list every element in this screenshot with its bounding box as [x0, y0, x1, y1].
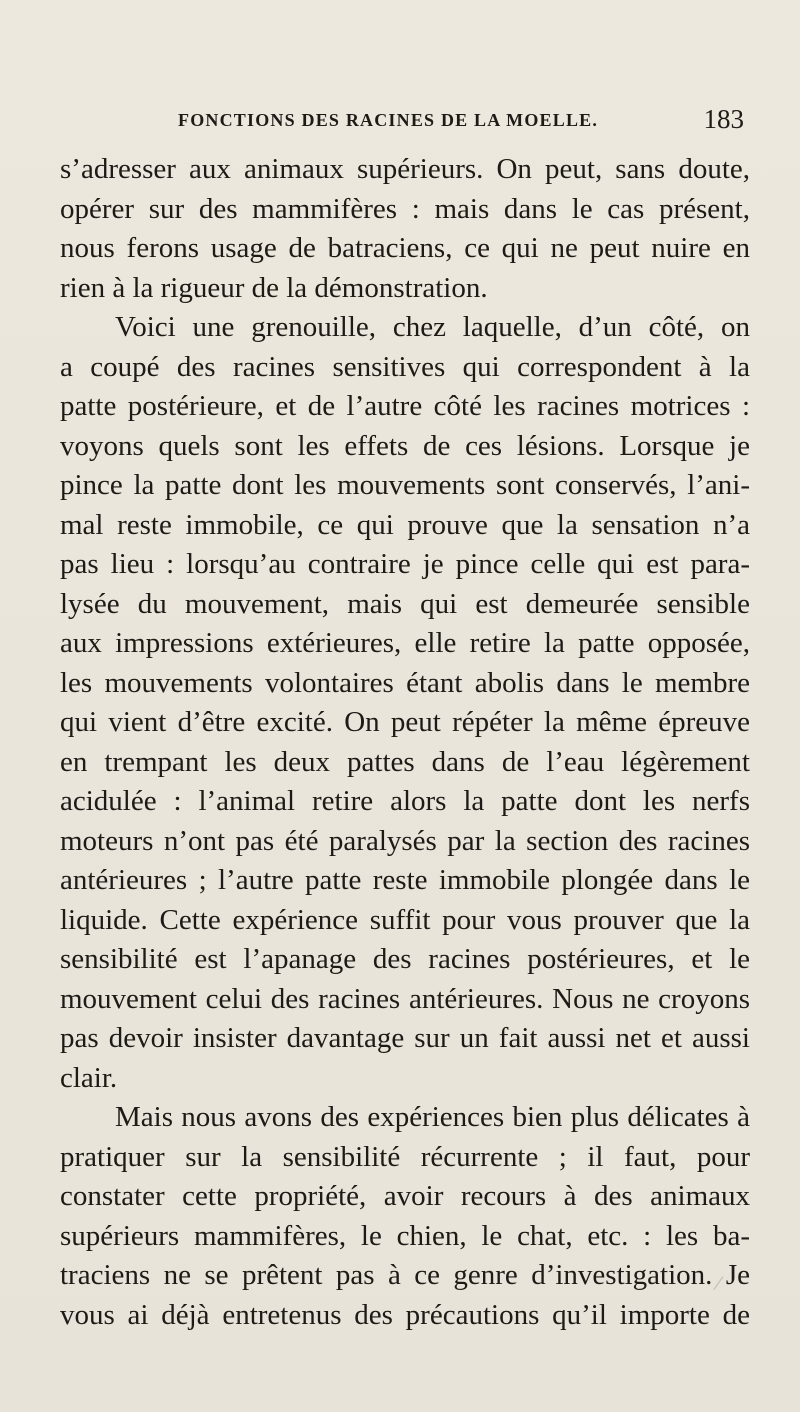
text-line: rien à la rigueur de la démonstration.	[60, 271, 488, 304]
text-line: en trempant les deux pattes dans de l’eau légèrement	[60, 745, 750, 778]
text-line: Voici une grenouille, chez laquelle, d’un côté, on	[115, 311, 750, 343]
text-line: moteurs n’ont pas été paralysés par la section des racines	[60, 824, 750, 857]
text-line: aux impressions extérieures, elle retire la patte opposée,	[60, 627, 750, 659]
text-line: antérieures ; l’autre patte reste immobile plongée dans le	[60, 864, 750, 896]
text-line: clair.	[60, 1061, 118, 1094]
text-line: liquide. Cette expérience suffit pour vous prouver que la	[60, 903, 750, 936]
text-line: opérer sur des mammifères : mais dans le cas présent,	[60, 192, 750, 225]
text-line: pratiquer sur la sensibilité récurrente ; il faut, pour	[60, 1140, 750, 1173]
text-line: supérieurs mammifères, le chien, le chat, etc. : les ba-	[60, 1219, 750, 1252]
text-line: les mouvements volontaires étant abolis dans le membre	[60, 666, 750, 699]
running-title: FONCTIONS DES RACINES DE LA MOELLE.	[178, 110, 599, 130]
body-text	[60, 150, 750, 1335]
text-line: sensibilité est l’apanage des racines postérieures, et le	[60, 943, 750, 975]
text-line: patte postérieure, et de l’autre côté les racines motrices :	[60, 390, 750, 422]
text-line: lysée du mouvement, mais qui est demeurée sensible	[60, 587, 750, 620]
text-line: voyons quels sont les effets de ces lésions. Lorsque je	[60, 429, 750, 462]
page-number: 183	[703, 104, 744, 134]
text-line: nous ferons usage de batraciens, ce qui ne peut nuire en	[60, 232, 750, 264]
text-line: pince la patte dont les mouvements sont conservés, l’ani-	[60, 469, 750, 501]
text-line: constater cette propriété, avoir recours à des animaux	[60, 1180, 750, 1212]
text-line: pas lieu : lorsqu’au contraire je pince celle qui est para-	[60, 548, 750, 580]
text-line: acidulée : l’animal retire alors la patte dont les nerfs	[60, 785, 750, 817]
text-line: mal reste immobile, ce qui prouve que la sensation n’a	[60, 508, 750, 541]
text-line: pas devoir insister davantage sur un fait aussi net et aussi	[60, 1022, 750, 1054]
text-line: a coupé des racines sensitives qui correspondent à la	[60, 350, 750, 383]
text-line: mouvement celui des racines antérieures. Nous ne croyons	[60, 982, 750, 1015]
text-line: qui vient d’être excité. On peut répéter la même épreuve	[60, 706, 750, 738]
text-line: Mais nous avons des expériences bien plus délicates à	[115, 1101, 750, 1133]
text-line: vous ai déjà entretenus des précautions qu’il importe de	[60, 1298, 750, 1331]
text-line: traciens ne se prêtent pas à ce genre d’investigation. Je	[60, 1259, 750, 1291]
text-line: s’adresser aux animaux supérieurs. On peut, sans doute,	[60, 153, 750, 185]
running-header	[150, 104, 750, 140]
